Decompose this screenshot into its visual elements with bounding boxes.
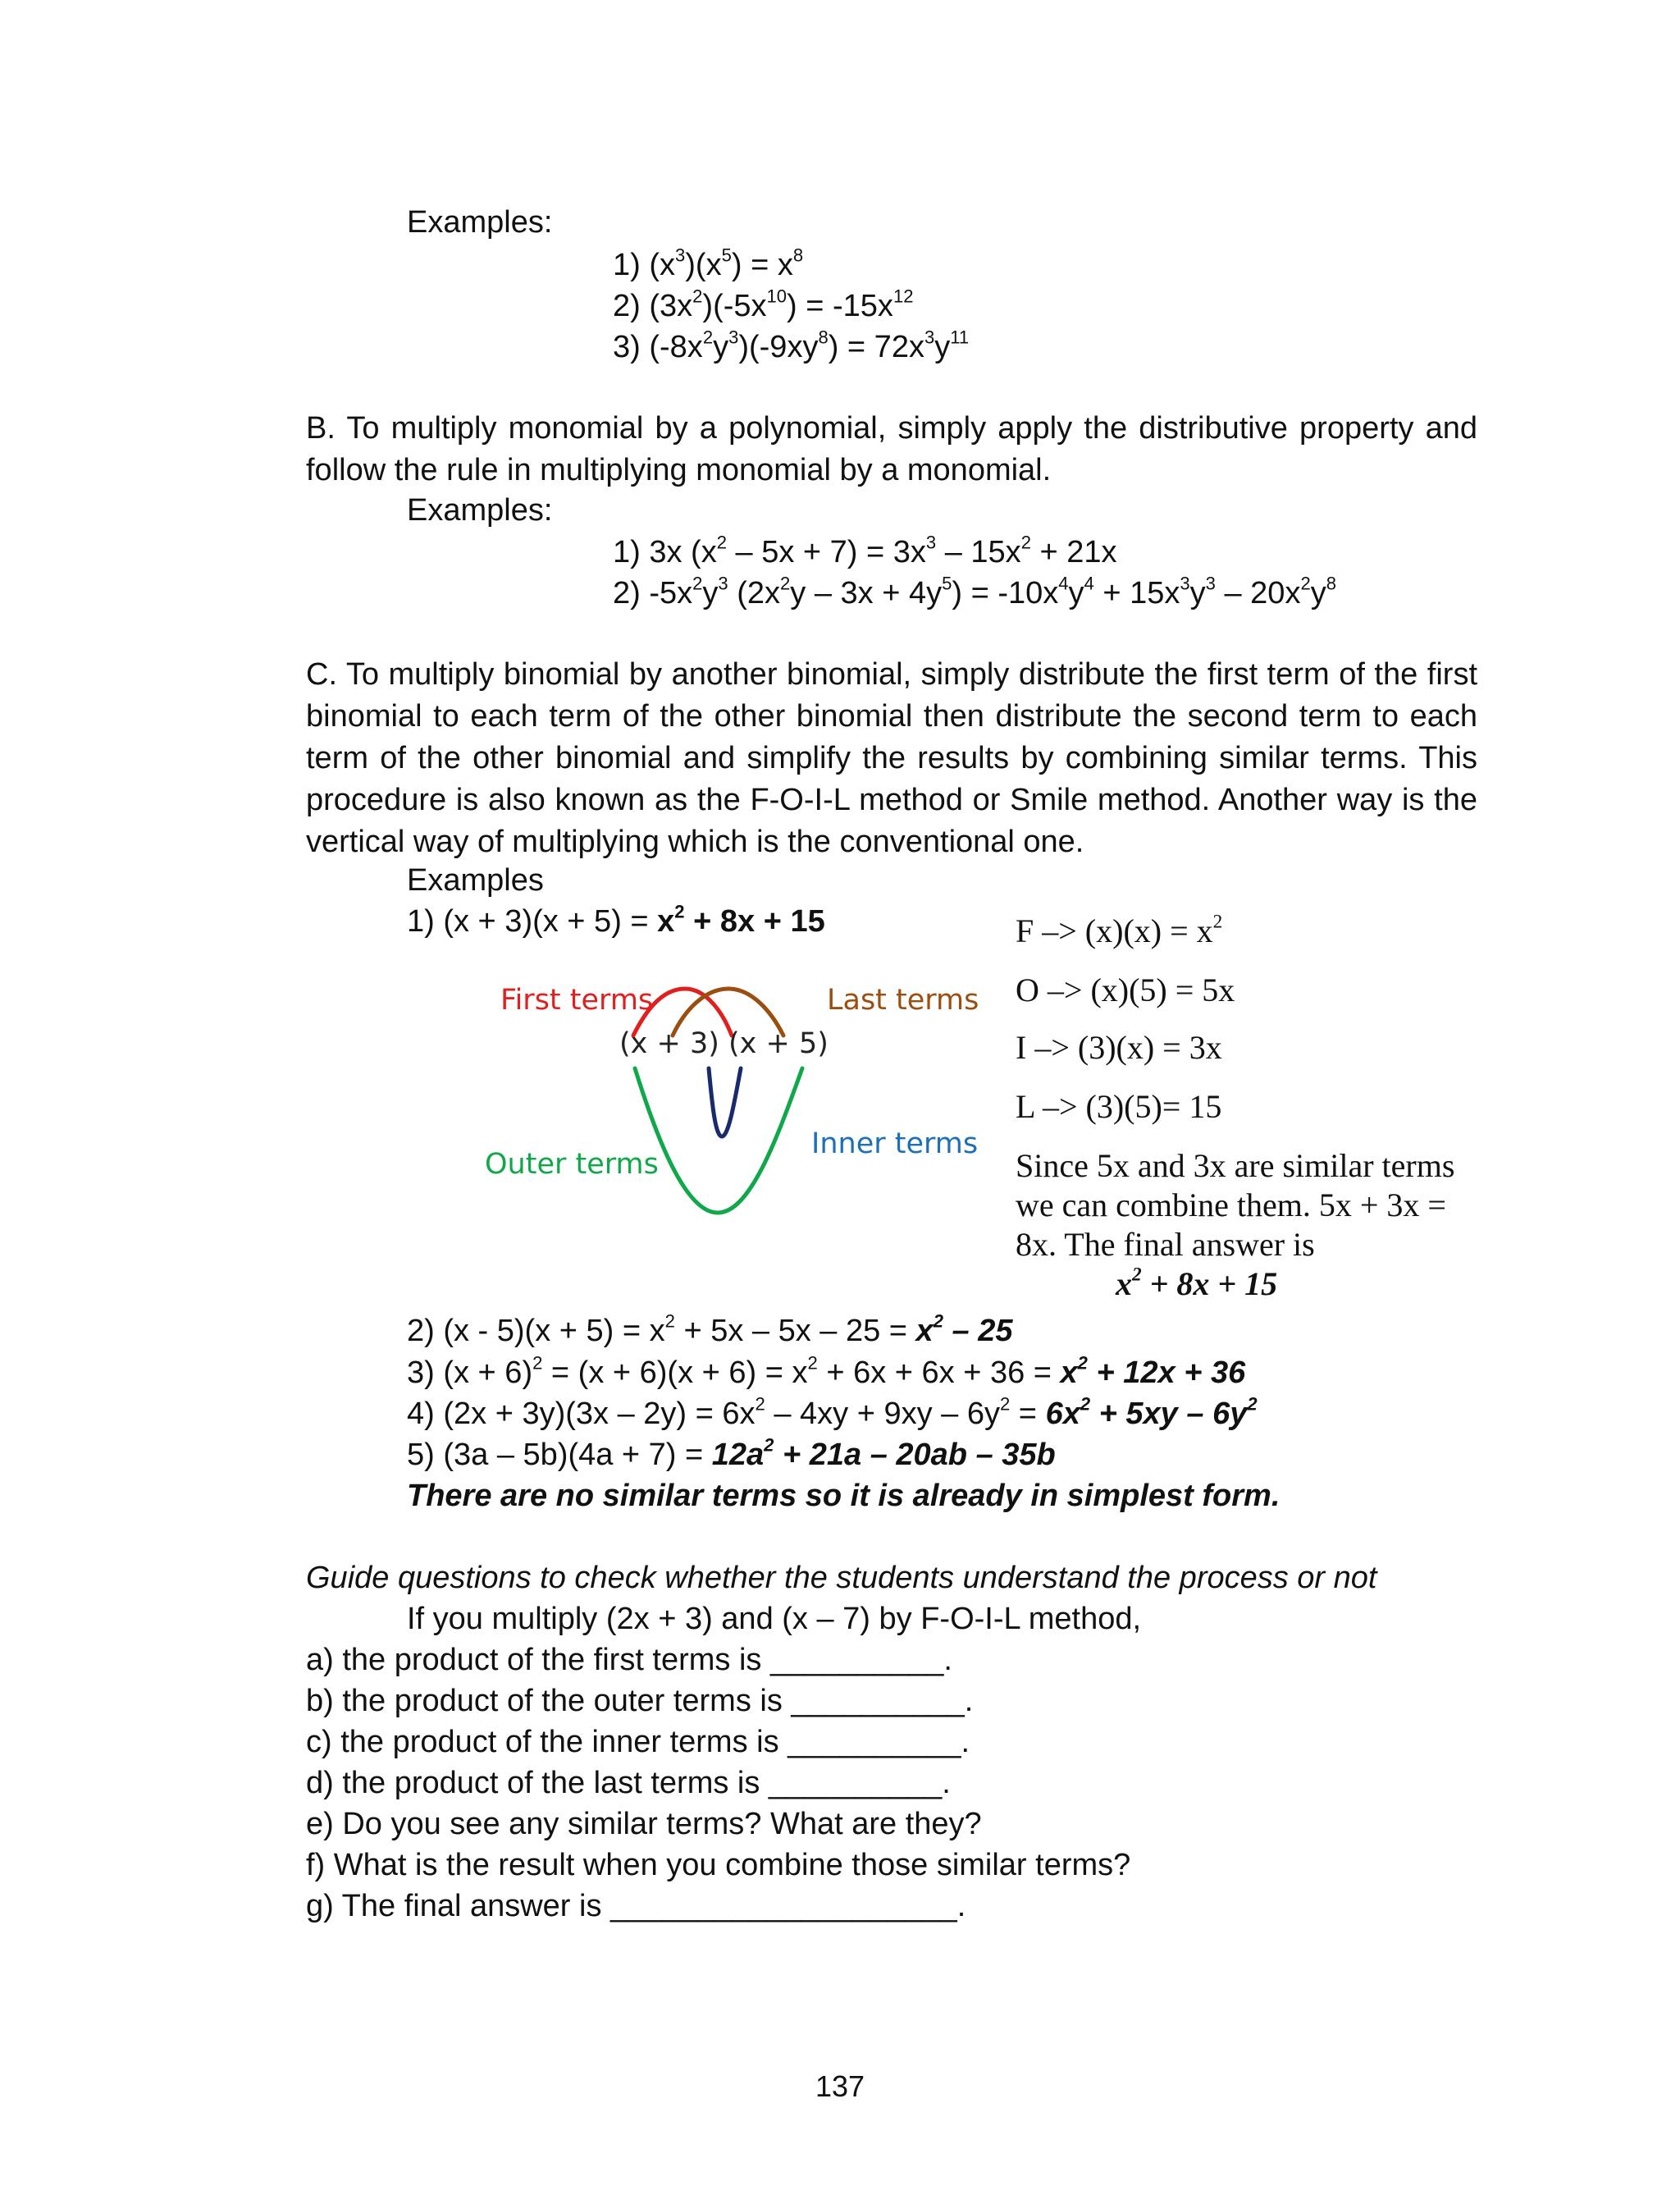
label-first-terms: First terms <box>500 984 654 1017</box>
example-c1: 1) $(x + 3)(x + 5) = x^2 + 8x + 15$ <box>407 901 825 939</box>
inner-terms-curve <box>709 1068 741 1136</box>
section-c-line-4: procedure is also known as the F-O-I-L method or Smile method. Another way is the <box>306 783 1477 817</box>
section-c-line-2: binomial to each term of the other binomial then distribute the second term to each <box>306 699 1477 734</box>
label-outer-terms: Outer terms <box>485 1148 659 1181</box>
guide-question-a: a) the product of the first terms is __________. <box>306 1643 952 1677</box>
example-b1: 1) 3x $(x^2 - 5x + 7) = 3x^3 - 15x^2 + 21x$ <box>613 532 1117 569</box>
example-c5: 5) $(3a - 5b)(4a + 7) = 12a^2 + 21a - 20ab - 35b$ <box>407 1434 1056 1472</box>
guide-question-b: b) the product of the outer terms is __________. <box>306 1684 974 1718</box>
section-c-line-3: term of the other binomial and simplify the results by combining similar terms. This <box>306 741 1477 775</box>
foil-since-2: we can combine them. 5x + 3x = <box>1016 1186 1446 1223</box>
section-b-line-1: B. To multiply monomial by a polynomial, simply apply the distributive property and <box>306 411 1477 446</box>
guide-title: Guide questions to check whether the students understand the process or not <box>306 1561 1377 1595</box>
section-b-line-2: follow the rule in multiplying monomial by a monomial. <box>306 453 1052 487</box>
foil-o: O –> (x)(5) = 5x <box>1016 972 1235 1008</box>
example-a2: 2) $(3x^2)(-5x^{10}) = -15x^{12}$ <box>613 286 914 323</box>
page-number: 137 <box>815 2069 865 2103</box>
outer-terms-smile <box>635 1068 802 1213</box>
example-b2: 2) $-5x^2y^3$ $(2x^2y - 3x + 4y^5) = -10x^4y^4 + 15x^3y^3 - 20x^2y^8$ <box>613 573 1336 610</box>
examples-label-a: Examples: <box>407 205 553 240</box>
foil-since-1: Since 5x and 3x are similar terms <box>1016 1147 1455 1184</box>
guide-intro: If you multiply (2x + 3) and (x – 7) by F-O-I-L method, <box>407 1602 1142 1636</box>
examples-label-c: Examples <box>407 863 544 898</box>
foil-final-answer: $x^2 + 8x + 15$ <box>1116 1264 1278 1302</box>
example-a1: 1) $(x^3)(x^5) = x^8$ <box>613 245 804 282</box>
example-c4: 4) $(2x + 3y)(3x - 2y) = 6x^2 - 4xy + 9xy - 6y^2 = 6x^2 + 5xy - 6y^2$ <box>407 1393 1258 1431</box>
guide-question-d: d) the product of the last terms is __________. <box>306 1766 951 1800</box>
guide-question-c: c) the product of the inner terms is __________. <box>306 1725 970 1759</box>
guide-question-g: g) The final answer is ____________________. <box>306 1889 966 1923</box>
guide-question-f: f) What is the result when you combine those similar terms? <box>306 1848 1131 1882</box>
example-a3: 3) $(-8x^2y^3)(-9xy^8) = 72x^3y^{11}$ <box>613 327 970 364</box>
diagram-expression: (x + 3) (x + 5) <box>619 1027 829 1060</box>
example-c3: 3) $(x + 6)^2 = (x + 6)(x + 6) = x^2 + 6x + 6x + 36 = x^2 + 12x + 36$ <box>407 1352 1246 1390</box>
label-last-terms: Last terms <box>827 984 979 1017</box>
guide-question-e: e) Do you see any similar terms? What are they? <box>306 1807 982 1841</box>
section-c-line-5: vertical way of multiplying which is the conventional one. <box>306 825 1084 859</box>
foil-i: I –> (3)(x) = 3x <box>1016 1029 1222 1066</box>
foil-l: L –> (3)(5)= 15 <box>1016 1088 1222 1125</box>
simplest-form-note: There are no similar terms so it is already in simplest form. <box>407 1479 1281 1513</box>
foil-since-3: 8x. The final answer is <box>1016 1226 1315 1263</box>
section-c-line-1: C. To multiply binomial by another binomial, simply distribute the first term of the first <box>306 657 1477 692</box>
examples-label-b: Examples: <box>407 493 553 528</box>
example-c2: 2) $(x - 5)(x + 5) = x^2 + 5x - 5x - 25 = x^2 - 25$ <box>407 1310 1013 1348</box>
label-inner-terms: Inner terms <box>811 1127 979 1160</box>
foil-f: $F -> (x)(x) = x^2$ <box>1016 911 1223 949</box>
